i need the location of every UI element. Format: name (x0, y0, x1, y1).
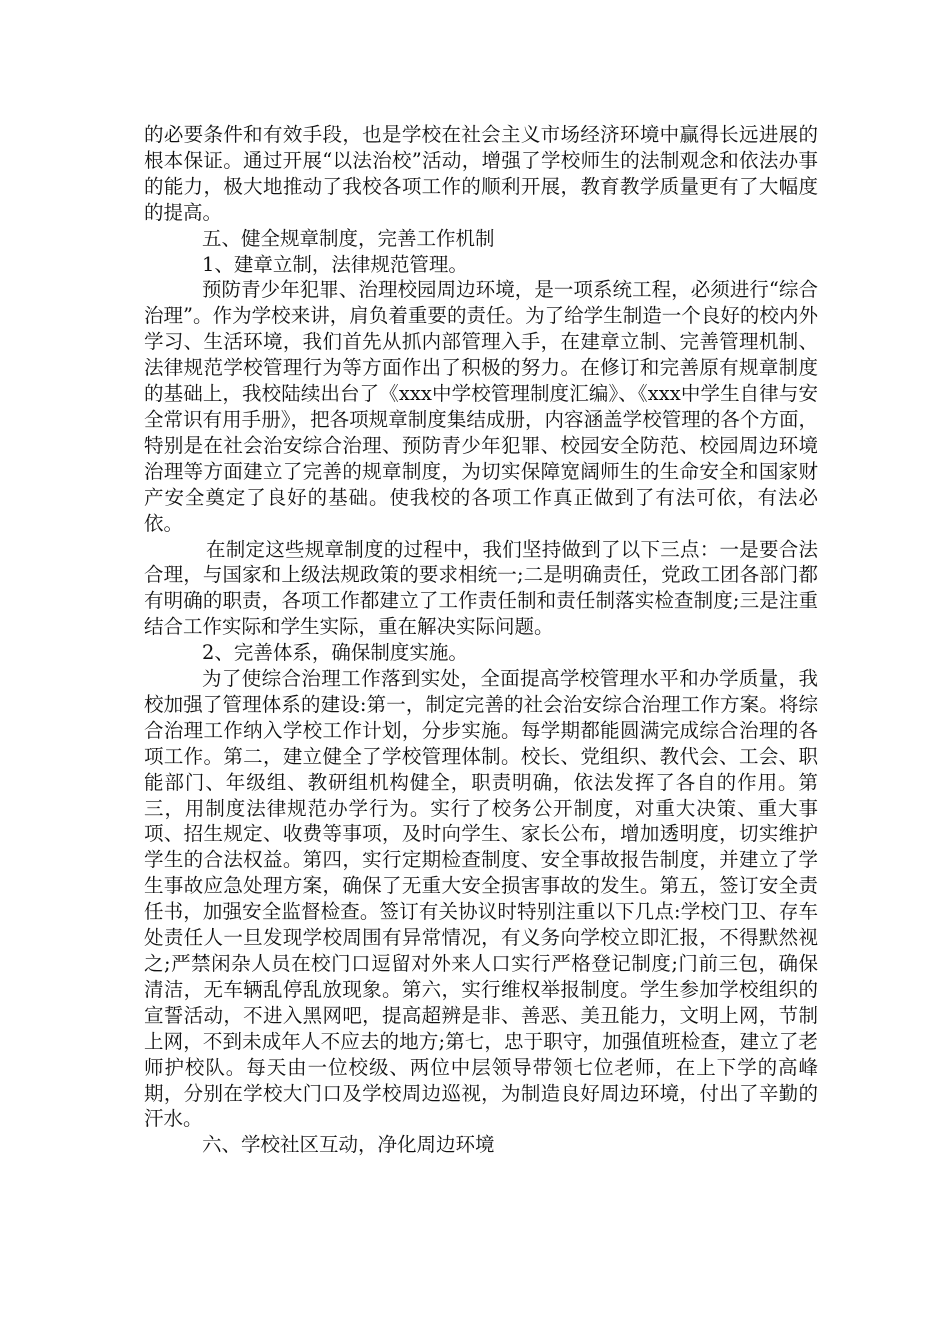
subheading-two: 2、完善体系，确保制度实施。 (202, 641, 468, 665)
paragraph-three-points: 在制定这些规章制度的过程中，我们坚持做到了以下三点：一是要合法合理，与国家和上级法规政策的要求相统一;二是明确责任，党政工团各部门都有明确的职责，各项工作都建立了工作责任制和责任制落实检查制度;三是注重结合工作实际和学生实际，重在解决实际问题。 (144, 537, 818, 639)
section-heading-six: 六、学校社区互动，净化周边环境 (202, 1133, 495, 1157)
paragraph-continuation: 的必要条件和有效手段，也是学校在社会主义市场经济环境中赢得长远进展的根本保证。通过开展“以法治校”活动，增强了学校师生的法制观念和依法办事的能力，极大地推动了我校各项工作的顺利开展，教育教学质量更有了大幅度的提高。 (144, 123, 818, 224)
paragraph-rules-establishment: 预防青少年犯罪、治理校园周边环境，是一项系统工程，必须进行“综合治理”。作为学校来讲，肩负着重要的责任。为了给学生制造一个良好的校内外学习、生活环境，我们首先从抓内部管理入手，在建章立制、完善管理机制、法律规范学校管理行为等方面作出了积极的努力。在修订和完善原有规章制度的基础上，我校陆续出台了《xxx中学校管理制度汇编》、《xxx中学生自律与安全常识有用手册》，把各项规章制度集结成册，内容涵盖学校管理的各个方面，特别是在社会治安综合治理、预防青少年犯罪、校园安全防范、校园周边环境治理等方面建立了完善的规章制度，为切实保障宽阔师生的生命安全和国家财产安全奠定了良好的基础。使我校的各项工作真正做到了有法可依，有法必依。 (144, 278, 818, 535)
paragraph-management-system: 为了使综合治理工作落到实处，全面提高学校管理水平和办学质量，我校加强了管理体系的建设:第一，制定完善的社会治安综合治理工作方案。将综合治理工作纳入学校工作计划，分步实施。每学期都能圆满完成综合治理的各项工作。第二，建立健全了学校管理体制。校长、党组织、教代会、工会、职能部门、年级组、教研组机构健全，职责明确，依法发挥了各自的作用。第三，用制度法律规范办学行为。实行了校务公开制度，对重大决策、重大事项、招生规定、收费等事项，及时向学生、家长公布，增加透明度，切实维护学生的合法权益。第四，实行定期检查制度、安全事故报告制度，并建立了学生事故应急处理方案，确保了无重大安全损害事故的发生。第五，签订安全责任书，加强安全监督检查。签订有关协议时特别注重以下几点:学校门卫、存车处责任人一旦发现学校周围有异常情况，有义务向学校立即汇报，不得默然视之;严禁闲杂人员在校门口逗留对外来人口实行严格登记制度;门前三包，确保清洁，无车辆乱停乱放现象。第六，实行维权举报制度。学生参加学校组织的宣誓活动，不进入黑网吧，提高超辨是非、善恶、美丑能力，文明上网，节制上网，不到未成年人不应去的地方;第七，忠于职守，加强值班检查，建立了老师护校队。每天由一位校级、两位中层领导带领七位老师，在上下学的高峰期，分别在学校大门口及学校周边巡视，为制造良好周边环境，付出了辛勤的汗水。 (144, 667, 818, 1131)
subheading-one: 1、建章立制，法律规范管理。 (202, 252, 468, 276)
section-heading-five: 五、健全规章制度，完善工作机制 (202, 226, 495, 250)
document-page (144, 122, 818, 1158)
